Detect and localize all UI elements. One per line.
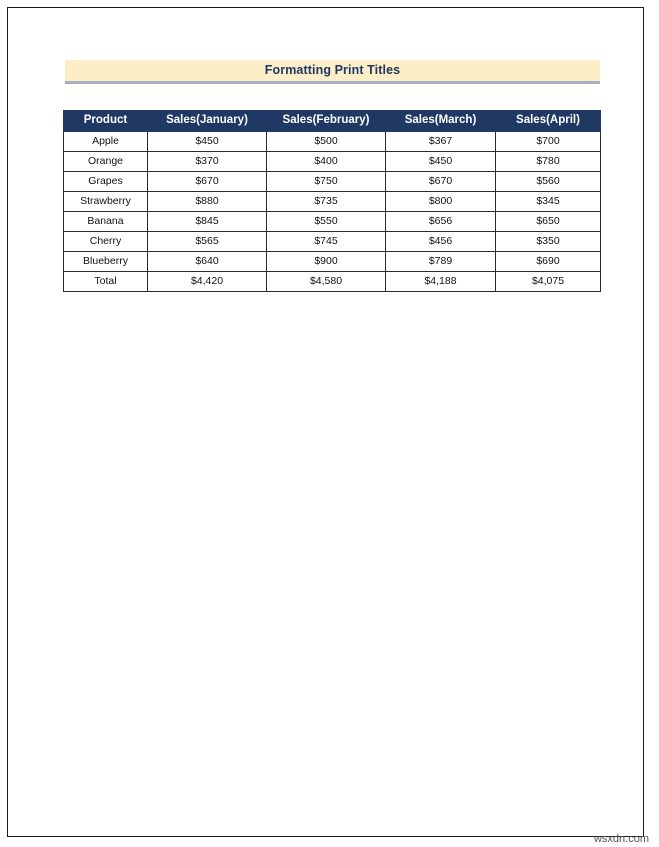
column-header-3: Sales(March) xyxy=(386,111,496,132)
data-cell: $670 xyxy=(386,172,496,192)
data-cell: $650 xyxy=(496,212,601,232)
data-cell: $735 xyxy=(267,192,386,212)
data-cell: $550 xyxy=(267,212,386,232)
table-row xyxy=(64,232,601,252)
data-cell: $4,580 xyxy=(267,272,386,292)
data-cell: $780 xyxy=(496,152,601,172)
table-row xyxy=(64,272,601,292)
data-cell: $700 xyxy=(496,132,601,152)
data-cell: $880 xyxy=(148,192,267,212)
table-row xyxy=(64,152,601,172)
table-row xyxy=(64,172,601,192)
print-title-banner xyxy=(65,60,600,84)
sales-table xyxy=(63,110,601,292)
row-label-cell: Apple xyxy=(64,132,148,152)
data-cell: $745 xyxy=(267,232,386,252)
column-header-1: Sales(January) xyxy=(148,111,267,132)
data-cell: $656 xyxy=(386,212,496,232)
page-sheet xyxy=(7,7,644,837)
table-row xyxy=(64,192,601,212)
row-label-cell: Strawberry xyxy=(64,192,148,212)
table-row xyxy=(64,212,601,232)
data-cell: $565 xyxy=(148,232,267,252)
page-title: Formatting Print Titles xyxy=(264,63,401,78)
row-label-cell: Cherry xyxy=(64,232,148,252)
column-header-0: Product xyxy=(64,111,148,132)
data-cell: $450 xyxy=(148,132,267,152)
table-header-row xyxy=(64,111,601,132)
watermark: wsxdn.com xyxy=(593,833,649,845)
data-cell: $900 xyxy=(267,252,386,272)
data-cell: $4,188 xyxy=(386,272,496,292)
data-cell: $4,075 xyxy=(496,272,601,292)
data-cell: $750 xyxy=(267,172,386,192)
data-cell: $345 xyxy=(496,192,601,212)
data-cell: $800 xyxy=(386,192,496,212)
data-cell: $370 xyxy=(148,152,267,172)
row-label-cell: Total xyxy=(64,272,148,292)
row-label-cell: Banana xyxy=(64,212,148,232)
data-cell: $4,420 xyxy=(148,272,267,292)
data-cell: $789 xyxy=(386,252,496,272)
data-cell: $500 xyxy=(267,132,386,152)
data-cell: $367 xyxy=(386,132,496,152)
row-label-cell: Grapes xyxy=(64,172,148,192)
data-cell: $690 xyxy=(496,252,601,272)
data-cell: $640 xyxy=(148,252,267,272)
table-row xyxy=(64,132,601,152)
row-label-cell: Orange xyxy=(64,152,148,172)
data-cell: $456 xyxy=(386,232,496,252)
data-cell: $845 xyxy=(148,212,267,232)
column-header-4: Sales(April) xyxy=(496,111,601,132)
column-header-2: Sales(February) xyxy=(267,111,386,132)
data-cell: $400 xyxy=(267,152,386,172)
data-cell: $350 xyxy=(496,232,601,252)
row-label-cell: Blueberry xyxy=(64,252,148,272)
data-cell: $560 xyxy=(496,172,601,192)
table-row xyxy=(64,252,601,272)
table-body xyxy=(64,132,601,292)
data-cell: $450 xyxy=(386,152,496,172)
data-cell: $670 xyxy=(148,172,267,192)
